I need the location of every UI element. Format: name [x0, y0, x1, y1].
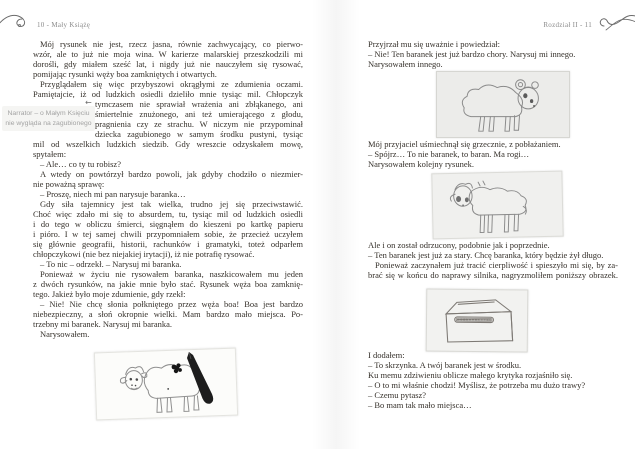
flourish-left-icon [0, 9, 40, 33]
fountain-pen-icon [183, 352, 219, 410]
text-line [33, 139, 303, 149]
text-line [368, 149, 618, 159]
text-line-content: – To nic – odrzekł. – Narysuj mi baranka. [40, 259, 182, 269]
text-line [33, 289, 303, 299]
text-line-content: Narysowałem. [40, 329, 90, 339]
text-line-content: tego. Jakież było moje zdumienie, gdy rzekł: [33, 289, 186, 299]
text-line [33, 189, 303, 199]
ram-drawing-paper [436, 71, 570, 138]
text-line [368, 49, 618, 59]
text-line [368, 39, 618, 49]
text-line [33, 259, 303, 269]
text-line [368, 139, 618, 149]
text-line-content: Przyglądałem się więc przybyszowi okrągłymi ze zdumienia oczami. [40, 79, 303, 89]
text-line [95, 119, 303, 129]
right-page-text-block-1 [368, 39, 618, 69]
text-line-content: chłopczykowi (nie bez niejakiej irytacji), iż nie potrafię rysować. [33, 249, 255, 259]
text-line [33, 239, 303, 249]
text-line-content: Pamiętajcie, iż od ludzkich osiedli dzieliło mnie tysiąc mil. Chłopczyk [33, 89, 303, 99]
text-line [33, 39, 303, 49]
wrap-arrow-icon: ← [85, 98, 92, 107]
text-line-content: Przyjrzał mu się uważnie i powiedział: [368, 39, 500, 49]
text-line-content: Choć więc zdało mi się to absurdem, tu, tysiąc mil od ludzkich osiedli [33, 209, 303, 219]
text-line-content: wzór, ale to już nie moja wina. W karierze malarskiej przeszkodzili mi [33, 49, 303, 59]
text-line-content: – Ten baranek jest już za stary. Chcę baranka, który będzie żył długo. [368, 250, 604, 260]
page-header-right: Rozdział II - 11 [543, 21, 592, 29]
text-line [368, 390, 618, 400]
text-line [33, 199, 303, 209]
text-line-content: Gdy siła tajemnicy jest tak wielka, trudno jej się przeciwstawić. [40, 199, 303, 209]
text-line-content: mil od wszelkich ludzkich siedzib. Gdy wreszcie odzyskałem mowę, [33, 139, 303, 149]
text-line [33, 319, 303, 329]
text-line [33, 169, 303, 179]
text-line [368, 240, 618, 250]
text-line-content: dziecka zagubionego w samym środku pustyni, tysiąc [95, 129, 303, 139]
text-line-content: i pióro. I w tej samej chwili przypomniałem sobie, że przecież uczyłem [33, 229, 303, 239]
text-line-content: A wtedy on powtórzył bardzo powoli, jak gdyby chodziło o niezmier- [40, 169, 303, 179]
flourish-right-icon [592, 9, 635, 35]
text-line [368, 270, 618, 280]
box-sketch [427, 289, 528, 351]
text-line-content: Ponieważ w życiu nie rysowałem baranka, naszkicowałem mu jeden [40, 269, 303, 279]
text-line [33, 229, 303, 239]
text-line [33, 89, 303, 99]
box-drawing-paper [426, 288, 529, 352]
text-line [33, 269, 303, 279]
text-line [368, 360, 618, 370]
right-page-text-block-4 [368, 350, 618, 410]
margin-note-line1: Narrator – o Małym Księciu [7, 110, 90, 117]
text-line [368, 59, 618, 69]
right-page-text-block-3 [368, 240, 618, 280]
text-line-content: – Czemu pytasz? [368, 390, 427, 400]
text-line [33, 219, 303, 229]
text-line [33, 159, 303, 169]
old-sheep-sketch [432, 172, 562, 239]
text-line [33, 299, 303, 309]
text-line-content: z dwóch rysunków, na jakie mnie było stać. Rysunek węża boa zamknię- [33, 279, 303, 289]
text-line-content: – To skrzynka. A twój baranek jest w środku. [368, 360, 522, 370]
text-line [95, 129, 303, 139]
text-line-content: się głównie geografii, historii, rachunków i gramatyki, toteż odparłem [33, 239, 303, 249]
text-line-content: nie poważną sprawę: [33, 179, 105, 189]
text-line [33, 329, 303, 339]
text-line-content: – Nie! Ten baranek jest już bardzo chory. Narysuj mi innego. [368, 49, 576, 59]
text-line-content: Ku memu zdziwieniu oblicze małego krytyka rozjaśniło się. [368, 370, 573, 380]
ram-sketch [437, 72, 569, 137]
page-gutter [312, 0, 360, 449]
text-line-content: Ale i on został odrzucony, podobnie jak i poprzednie. [368, 240, 550, 250]
text-line-content: – Bo mam tak mało miejsca… [368, 400, 472, 410]
text-line-content: niebezpieczny, a słoń okropnie wielki. Mam bardzo mało miejsca. Po- [33, 309, 303, 319]
text-line-content: Mój przyjaciel uśmiechnął się grzecznie, z pobłażaniem. [368, 139, 561, 149]
text-line [33, 209, 303, 219]
margin-note-line2: nie wygląda na zagubionego [5, 119, 92, 127]
text-line [33, 279, 303, 289]
text-line-content: Narysowałem kolejny rysunek. [368, 159, 474, 169]
text-line [368, 400, 618, 410]
text-line [33, 249, 303, 259]
page-header-left: 10 - Mały Książę [37, 21, 91, 29]
text-line [368, 380, 618, 390]
text-line-content: dorośli, gdy miałem sześć lat, i nigdy już nie nauczyłem się rysować, [33, 59, 303, 69]
text-line [368, 250, 618, 260]
text-line-content: – Spójrz… To nie baranek, to baran. Ma rogi… [368, 149, 530, 159]
text-line-content: – Proszę, niech mi pan narysuje baranka… [40, 189, 186, 199]
text-line-content: spytałem: [33, 149, 67, 159]
text-line [33, 309, 303, 319]
text-line-content: – Ale… co ty tu robisz? [40, 159, 121, 169]
text-line-content: trzebny mi baranek. Narysuj mi baranka. [33, 319, 173, 329]
right-page-text-block-2 [368, 139, 618, 169]
text-line [33, 179, 303, 189]
text-line [33, 49, 303, 59]
text-line-content: Mój rysunek nie jest, rzecz jasna, równie zachwycający, co pierwo- [40, 39, 303, 49]
text-line [33, 69, 303, 79]
text-line [33, 79, 303, 89]
text-line [368, 370, 618, 380]
text-line [33, 59, 303, 69]
text-line [95, 109, 303, 119]
text-line-content: Narysowałem innego. [368, 59, 443, 69]
left-page-text [33, 39, 303, 339]
old-sheep-drawing-paper [431, 171, 563, 240]
text-line-content: śmiertelnie znużonego, ani też umierającego z głodu, [95, 109, 303, 119]
text-line-content: i do tego w obliczu śmierci, sięgnąłem do kieszeni po kartkę papieru [33, 219, 303, 229]
text-line-content: pomijając rysunki węży boa zamkniętych i otwartych. [33, 69, 217, 79]
text-line-content: Ponieważ zaczynałem już tracić cierpliwość i spieszyło mi się, by za- [375, 260, 618, 270]
text-line [85, 98, 303, 109]
text-line-content: – Nie! Nie chcę słonia połkniętego przez węża boa! Boa jest bardzo [40, 299, 303, 309]
text-line-content: I dodałem: [368, 350, 405, 360]
text-line-content: tymczasem nie sprawiał wrażenia ani zbłąkanego, ani [95, 99, 303, 109]
text-line-content: brać się w końcu do naprawy silnika, nagryzmoliłem poniższy obrazek. [368, 270, 618, 280]
text-line [368, 260, 618, 270]
text-line [33, 149, 303, 159]
text-line [368, 159, 618, 169]
ink-blot-icon [170, 362, 184, 376]
text-line-content: – O to mi właśnie chodzi! Myślisz, że potrzeba mu dużo trawy? [368, 380, 586, 390]
text-line-content: pragnienia czy ze strachu. W niczym nie przypominał [95, 119, 303, 129]
